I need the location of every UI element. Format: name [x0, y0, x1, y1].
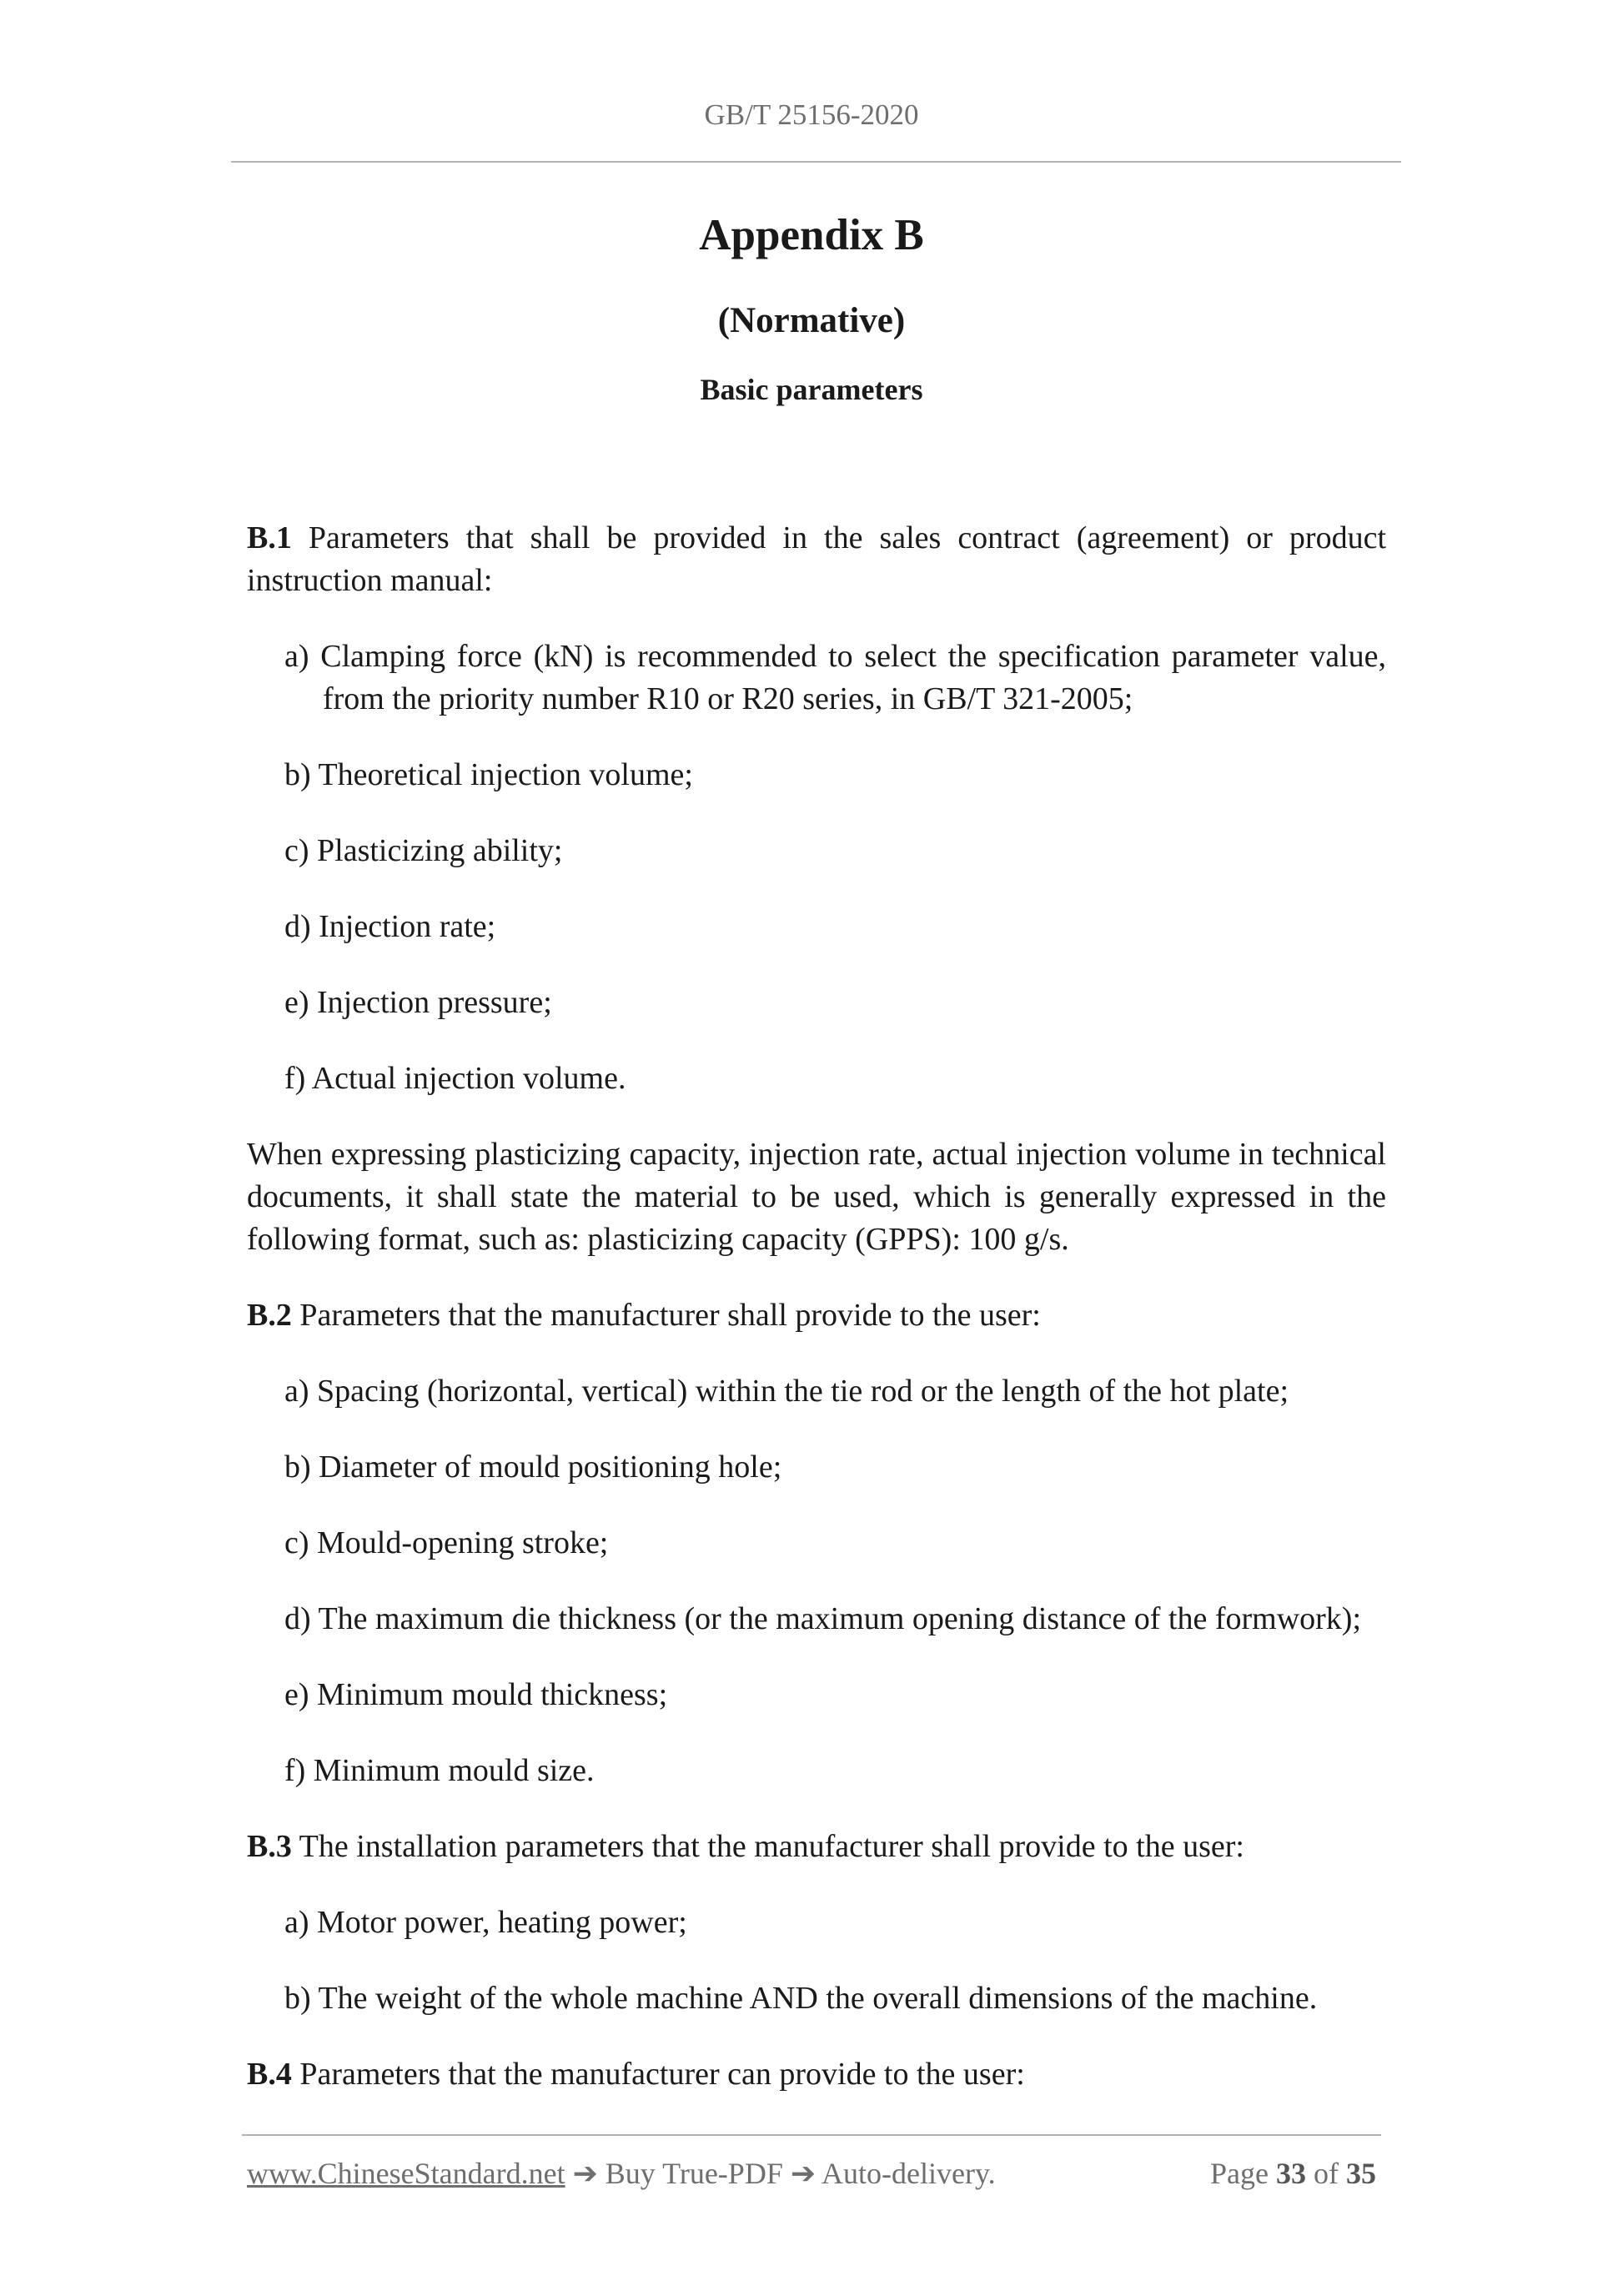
list-item: b) The weight of the whole machine AND the overall dimensions of the machine.	[284, 1981, 1318, 2016]
footer-divider	[242, 2134, 1381, 2136]
page-current: 33	[1276, 2157, 1306, 2190]
list-item: a) Motor power, heating power;	[284, 1905, 687, 1940]
appendix-type: (Normative)	[717, 301, 906, 340]
list-item: a) Clamping force (kN) is recommended to select the specification parameter value, from the priority number R10 or R20 series, in GB/T 321-2005;	[284, 639, 1386, 716]
page-label: Page	[1210, 2157, 1269, 2190]
clause-number: B.3	[247, 1829, 292, 1864]
clause-b1	[247, 517, 1386, 602]
clause-number: B.1	[247, 520, 292, 555]
document-body	[247, 517, 1386, 2129]
list-item: c) Mould-opening stroke;	[284, 1525, 609, 1560]
running-header: GB/T 25156-2020	[704, 98, 919, 131]
list-item: d) The maximum die thickness (or the maximum opening distance of the formwork);	[284, 1601, 1361, 1636]
clause-number: B.2	[247, 1298, 292, 1333]
appendix-subject: Basic parameters	[700, 373, 923, 406]
clause-b4	[247, 2053, 1386, 2096]
clause-number: B.4	[247, 2057, 292, 2092]
clause-text: Parameters that the manufacturer can provide to the user:	[291, 2057, 1025, 2092]
clause-b2	[247, 1294, 1386, 1337]
page-of: of	[1314, 2157, 1339, 2190]
list-item: a) Spacing (horizontal, vertical) within the tie rod or the length of the hot plate;	[284, 1374, 1289, 1409]
clause-b3	[247, 1826, 1386, 1868]
list-item: d) Injection rate;	[284, 909, 496, 944]
promo-text: ➔ Buy True-PDF ➔ Auto-delivery.	[565, 2157, 996, 2190]
list-item: e) Injection pressure;	[284, 985, 552, 1020]
list-item: b) Theoretical injection volume;	[284, 757, 693, 792]
clause-text: Parameters that the manufacturer shall provide to the user:	[291, 1298, 1041, 1333]
list-item: f) Minimum mould size.	[284, 1753, 595, 1788]
list-item: e) Minimum mould thickness;	[284, 1677, 668, 1712]
list-item: f) Actual injection volume.	[284, 1061, 626, 1096]
list-item: c) Plasticizing ability;	[284, 833, 563, 868]
b1-note: When expressing plasticizing capacity, injection rate, actual injection volume in technical documents, it shall state the material to be used, which is generally expressed in the following format, such as: plasticizing capacity (GPPS): 100 g/s.	[247, 1137, 1386, 1257]
site-link[interactable]: www.ChineseStandard.net	[247, 2157, 565, 2190]
clause-text: Parameters that shall be provided in the sales contract (agreement) or product instruction manual:	[247, 520, 1386, 598]
list-item: b) Diameter of mould positioning hole;	[284, 1449, 782, 1485]
appendix-title: Appendix B	[699, 211, 924, 259]
page-total: 35	[1346, 2157, 1376, 2190]
header-divider	[231, 161, 1401, 163]
clause-text: The installation parameters that the manufacturer shall provide to the user:	[291, 1829, 1244, 1864]
footer-promo	[247, 2156, 996, 2191]
page-indicator	[1210, 2156, 1376, 2191]
